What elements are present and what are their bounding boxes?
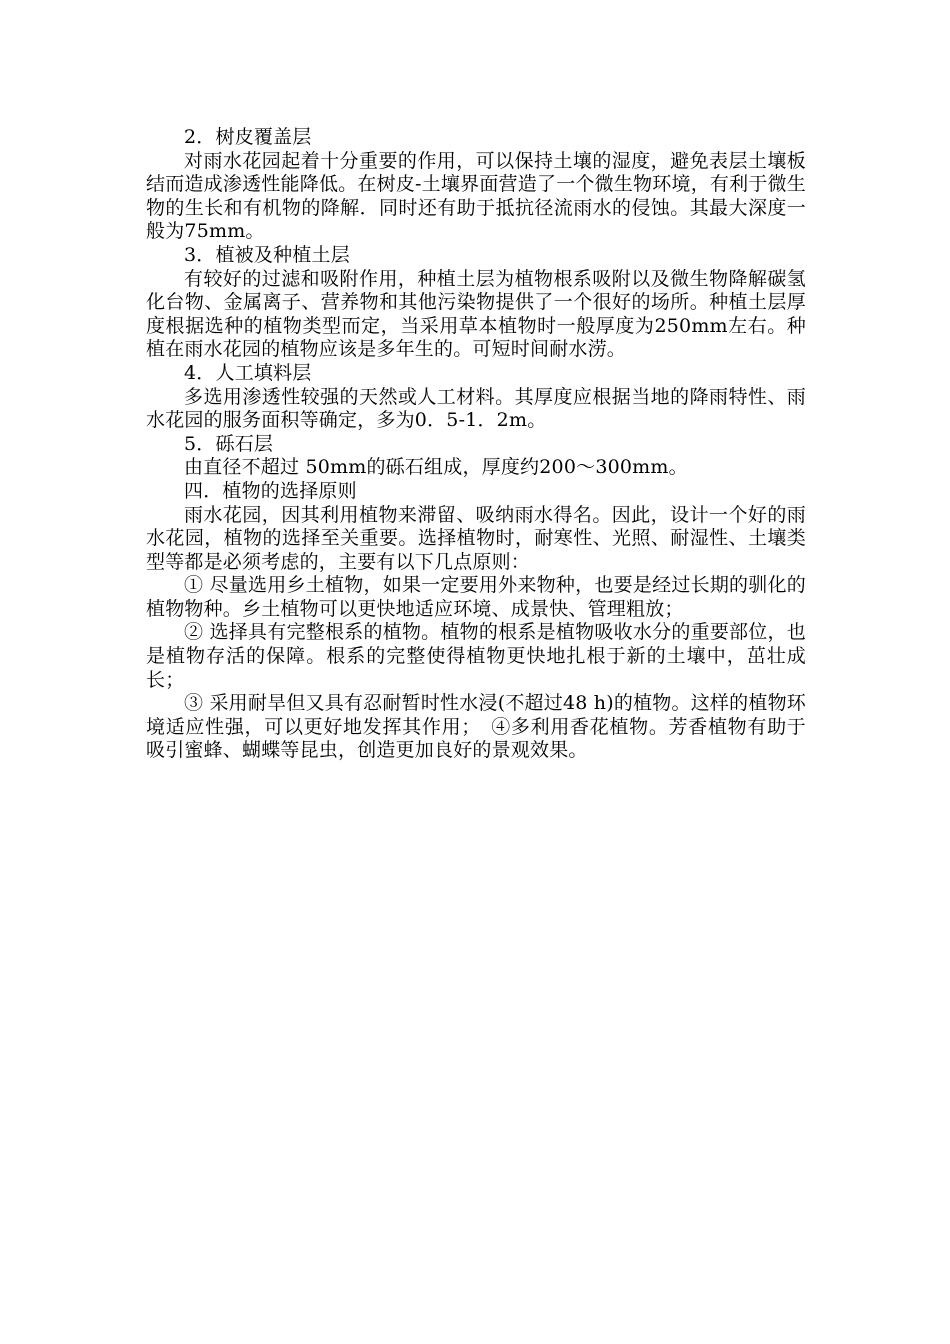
paragraph-plant-selection-intro: 雨水花园，因其利用植物来滞留、吸纳雨水得名。因此，设计一个好的雨水花园，植物的选择至关重要。选择植物时，耐寒性、光照、耐湿性、土壤类型等都是必须考虑的，主要有以下几点原则： bbox=[146, 503, 806, 573]
paragraph-gravel-layer: 由直径不超过 50mm的砾石组成，厚度约200～300mm。 bbox=[184, 456, 688, 479]
paragraph-bark-mulch-layer: 对雨水花园起着十分重要的作用，可以保持土壤的湿度，避免表层土壤板结而造成渗透性能降低。在树皮-土壤界面营造了一个微生物环境，有利于微生物的生长和有机物的降解．同时还有助于抵抗径流雨水的侵蚀。其最大深度一般为75mm。 bbox=[146, 149, 806, 243]
document-body bbox=[146, 126, 806, 763]
section-heading-plant-selection: 四．植物的选择原则 bbox=[184, 479, 357, 502]
section-heading-vegetation-soil-layer: 3．植被及种植土层 bbox=[184, 243, 350, 266]
section-heading-artificial-fill-layer: 4．人工填料层 bbox=[184, 361, 312, 384]
section-heading-bark-mulch-layer: 2．树皮覆盖层 bbox=[184, 126, 312, 148]
paragraph-principle-3-4: ③ 采用耐旱但又具有忍耐暂时性水浸(不超过48 h)的植物。这样的植物环境适应性强，可以更好地发挥其作用； ④多利用香花植物。芳香植物有助于吸引蜜蜂、蝴蝶等昆虫，创造更加良好的景观效果。 bbox=[146, 692, 806, 762]
paragraph-principle-2: ② 选择具有完整根系的植物。植物的根系是植物吸收水分的重要部位，也是植物存活的保障。根系的完整使得植物更快地扎根于新的土壤中，茁壮成长； bbox=[146, 621, 806, 691]
paragraph-artificial-fill-layer: 多选用渗透性较强的天然或人工材料。其厚度应根据当地的降雨特性、雨水花园的服务面积等确定，多为0．5-1．2m。 bbox=[146, 385, 806, 432]
paragraph-principle-1: ① 尽量选用乡土植物，如果一定要用外来物种，也要是经过长期的驯化的植物物种。乡土植物可以更快地适应环境、成景快、管理粗放； bbox=[146, 574, 806, 620]
section-heading-gravel-layer: 5．砾石层 bbox=[184, 432, 274, 455]
paragraph-vegetation-soil-layer: 有较好的过滤和吸附作用，种植土层为植物根系吸附以及微生物降解碳氢化台物、金属离子、营养物和其他污染物提供了一个很好的场所。种植土层厚度根据选种的植物类型而定，当采用草本植物时一般厚度为250mm左右。种植在雨水花园的植物应该是多年生的。可短时间耐水涝。 bbox=[146, 267, 806, 361]
